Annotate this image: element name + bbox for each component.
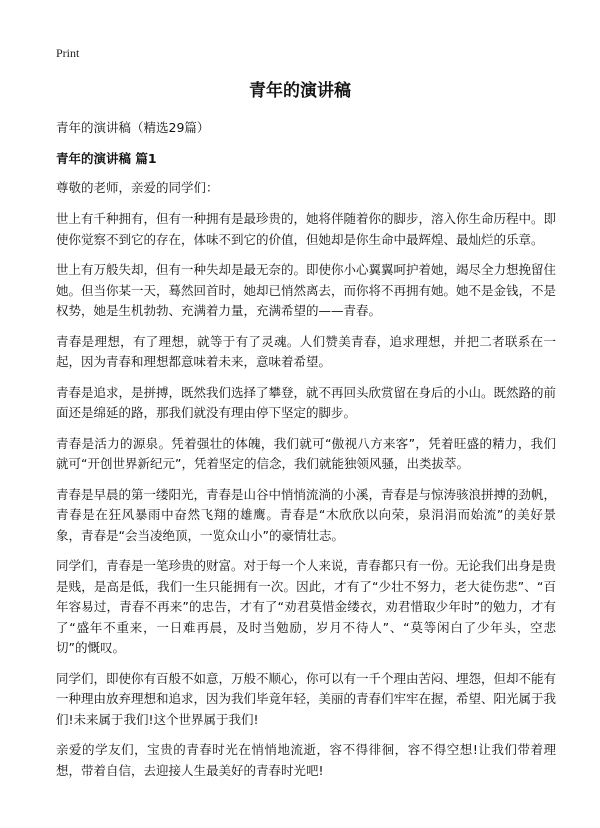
paragraph: 青春是活力的源泉。凭着强壮的体魄，我们就可“傲视八方来客”，凭着旺盛的精力，我们就可“开创世界新纪元”，凭着坚定的信念，我们就能独领风骚，出类拔萃。: [56, 435, 556, 471]
paragraph: 青春是理想，有了理想，就等于有了灵魂。人们赞美青春，追求理想，并把二者联系在一起，因为青春和理想都意味着未来，意味着希望。: [56, 333, 556, 369]
paragraph: 同学们，即使你有百般不如意，万般不顺心，你可以有一千个理由苦闷、埋怨，但却不能有一种理由放弃理想和追求，因为我们毕竟年轻，美丽的青春们牢牢在握，希望、阳光属于我们!未来属于我们!这个世界属于我们!: [56, 670, 557, 727]
document-subtitle: 青年的演讲稿（精选29篇）: [56, 120, 210, 135]
paragraph: 世上有万般失却，但有一种失却是最无奈的。即使你小心翼翼呵护着她，竭尽全力想挽留住她。但当你某一天，蓦然回首时，她却已悄然离去，而你将不再拥有她。她不是金钱，不是权势，她是生机勃勃、充满着力量，充满希望的——青春。: [56, 262, 557, 318]
paragraph: 青春是追求，是拼搏，既然我们选择了攀登，就不再回头欣赏留在身后的小山。既然路的前面还是绵延的路，那我们就没有理由停下坚定的脚步。: [56, 384, 557, 420]
section-heading: 青年的演讲稿 篇1: [56, 151, 157, 166]
paragraph: 同学们，青春是一笔珍贵的财富。对于每一个人来说，青春都只有一份。无论我们出身是贵是贱，是高是低，我们一生只能拥有一次。因此，才有了“少壮不努力，老大徒伤悲”、“百年容易过，青春不再来”的忠告，才有了“劝君莫惜金缕衣，劝君惜取少年时”的勉力，才有了“盛年不重来，一日难再晨，及时当勉励，岁月不待人”、“莫等闲白了少年头，空悲切”的慨叹。: [56, 558, 557, 655]
print-link[interactable]: Print: [56, 46, 80, 60]
page-title: 青年的演讲稿: [249, 81, 351, 101]
document-body: [56, 119, 556, 791]
paragraph: 亲爱的学友们，宝贵的青春时光在悄悄地流逝，容不得徘徊，容不得空想!让我们带着理想，带着自信，去迎接人生最美好的青春时光吧!: [56, 742, 556, 778]
paragraph: 世上有千种拥有，但有一种拥有是最珍贵的，她将伴随着你的脚步，溶入你生命历程中。即使你觉察不到它的存在，体味不到它的价值，但她却是你生命中最辉煌、最灿烂的乐章。: [56, 211, 557, 247]
paragraph: 青春是早晨的第一缕阳光，青春是山谷中悄悄流淌的小溪，青春是与惊涛骇浪拼搏的劲帆，青春是在狂风暴雨中奋然飞翔的雄鹰。青春是“木欣欣以向荣，泉涓涓而始流”的美好景象，青春是“会当凌绝顶，一览众山小”的豪情壮志。: [56, 486, 557, 543]
greeting: 尊敬的老师，亲爱的同学们：: [56, 180, 219, 195]
